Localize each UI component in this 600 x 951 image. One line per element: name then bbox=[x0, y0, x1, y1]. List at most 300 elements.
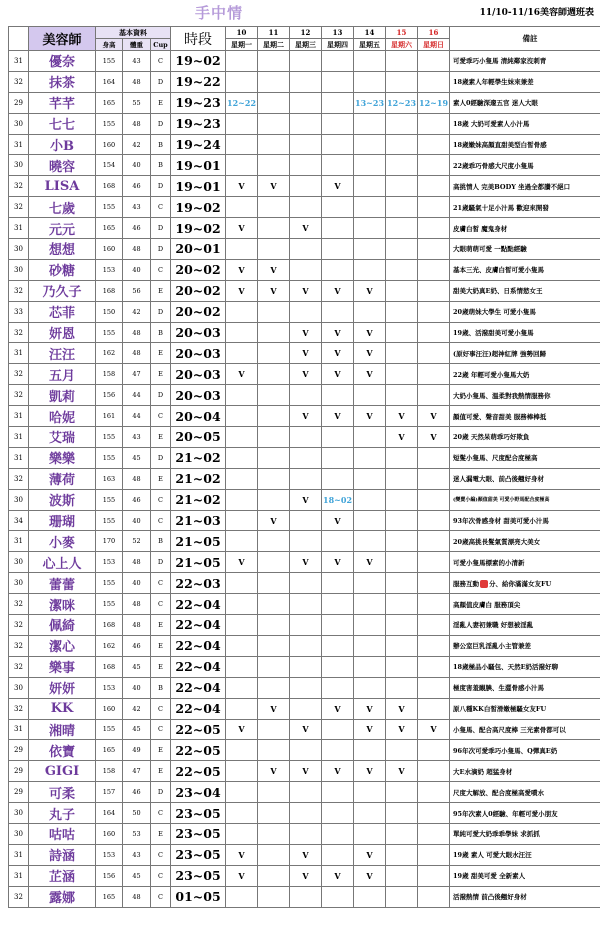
schedule-cell bbox=[258, 489, 290, 510]
schedule-cell: V bbox=[418, 406, 450, 427]
schedule-cell bbox=[386, 239, 418, 260]
name-cell: 芷涵 bbox=[29, 865, 96, 886]
schedule-cell bbox=[258, 552, 290, 573]
name-cell: 芊芊 bbox=[29, 92, 96, 113]
time-cell: 01~05 bbox=[171, 886, 226, 907]
cup-cell: C bbox=[151, 698, 171, 719]
schedule-cell bbox=[354, 656, 386, 677]
schedule-cell bbox=[258, 886, 290, 907]
schedule-cell bbox=[354, 635, 386, 656]
weight-cell: 48 bbox=[123, 71, 151, 92]
schedule-cell bbox=[290, 385, 322, 406]
schedule-cell bbox=[226, 635, 258, 656]
time-cell: 23~04 bbox=[171, 782, 226, 803]
note-cell: 可愛小隻馬標素的小清新 bbox=[450, 552, 600, 573]
schedule-cell bbox=[386, 468, 418, 489]
name-cell: KK bbox=[29, 698, 96, 719]
time-cell: 19~02 bbox=[171, 51, 226, 72]
schedule-cell bbox=[258, 468, 290, 489]
time-cell: 19~23 bbox=[171, 113, 226, 134]
schedule-rows bbox=[9, 51, 600, 908]
schedule-cell bbox=[322, 615, 354, 636]
table-row bbox=[9, 113, 600, 134]
note-cell: 高挑情人 完美BODY 坐過全都讚不絕口 bbox=[450, 176, 600, 197]
height-cell: 153 bbox=[96, 677, 123, 698]
schedule-cell bbox=[258, 239, 290, 260]
cup-cell: C bbox=[151, 573, 171, 594]
schedule-cell bbox=[226, 71, 258, 92]
height-cell: 155 bbox=[96, 51, 123, 72]
schedule-cell bbox=[354, 155, 386, 176]
height-cell: 163 bbox=[96, 468, 123, 489]
cup-cell: C bbox=[151, 719, 171, 740]
schedule-cell bbox=[290, 259, 322, 280]
schedule-cell: V bbox=[354, 865, 386, 886]
table-row bbox=[9, 51, 600, 72]
name-cell: 凱莉 bbox=[29, 385, 96, 406]
schedule-cell bbox=[322, 823, 354, 844]
schedule-cell: V bbox=[226, 176, 258, 197]
time-cell: 20~03 bbox=[171, 343, 226, 364]
schedule-cell bbox=[418, 782, 450, 803]
schedule-cell bbox=[386, 301, 418, 322]
schedule-cell bbox=[258, 615, 290, 636]
age-cell: 32 bbox=[9, 322, 29, 343]
schedule-cell bbox=[322, 635, 354, 656]
table-row bbox=[9, 427, 600, 448]
schedule-cell bbox=[226, 406, 258, 427]
note-cell: 19歲、活潑甜美可愛小隻馬 bbox=[450, 322, 600, 343]
name-cell: 曉容 bbox=[29, 155, 96, 176]
age-cell: 30 bbox=[9, 259, 29, 280]
table-row bbox=[9, 761, 600, 782]
weight-cell: 45 bbox=[123, 865, 151, 886]
schedule-cell bbox=[258, 823, 290, 844]
name-cell: 湘晴 bbox=[29, 719, 96, 740]
note-cell bbox=[450, 573, 600, 594]
schedule-cell: V bbox=[322, 176, 354, 197]
note-cell: 迷人漏電大眼、前凸後翹好身材 bbox=[450, 468, 600, 489]
schedule-cell: 18~02 bbox=[322, 489, 354, 510]
weight-cell: 40 bbox=[123, 155, 151, 176]
time-cell: 22~04 bbox=[171, 594, 226, 615]
schedule-cell bbox=[226, 573, 258, 594]
schedule-cell bbox=[354, 468, 386, 489]
age-cell: 31 bbox=[9, 51, 29, 72]
header-weekday: 星期二 bbox=[258, 39, 290, 51]
age-cell: 32 bbox=[9, 364, 29, 385]
schedule-cell bbox=[418, 343, 450, 364]
schedule-cell bbox=[290, 427, 322, 448]
schedule-cell bbox=[226, 740, 258, 761]
schedule-cell bbox=[386, 552, 418, 573]
schedule-cell bbox=[354, 594, 386, 615]
schedule-cell: V bbox=[290, 364, 322, 385]
schedule-cell: V bbox=[258, 280, 290, 301]
age-cell: 30 bbox=[9, 552, 29, 573]
time-cell: 23~05 bbox=[171, 865, 226, 886]
note-cell: 96年次可愛乖巧小隻馬、Q彈真E奶 bbox=[450, 740, 600, 761]
schedule-cell: V bbox=[322, 698, 354, 719]
schedule-cell bbox=[418, 155, 450, 176]
age-cell: 32 bbox=[9, 635, 29, 656]
weight-cell: 44 bbox=[123, 385, 151, 406]
table-row bbox=[9, 573, 600, 594]
age-cell: 32 bbox=[9, 594, 29, 615]
height-cell: 164 bbox=[96, 71, 123, 92]
note-cell: 19歲 素人 可愛大眼水汪汪 bbox=[450, 844, 600, 865]
note-cell: 93年次骨感身材 甜美可愛小汁馬 bbox=[450, 510, 600, 531]
schedule-cell bbox=[290, 510, 322, 531]
schedule-cell bbox=[354, 740, 386, 761]
height-cell: 165 bbox=[96, 92, 123, 113]
cup-cell: D bbox=[151, 447, 171, 468]
heart-icon bbox=[480, 580, 488, 588]
schedule-cell bbox=[386, 176, 418, 197]
table-row bbox=[9, 782, 600, 803]
schedule-cell bbox=[258, 322, 290, 343]
schedule-cell: V bbox=[226, 280, 258, 301]
header-day-date: 12 bbox=[290, 27, 322, 39]
schedule-cell: V bbox=[386, 719, 418, 740]
note-text: 服務互動 bbox=[453, 579, 480, 588]
schedule-cell bbox=[354, 510, 386, 531]
schedule-cell bbox=[226, 615, 258, 636]
schedule-cell bbox=[418, 531, 450, 552]
name-cell: 小B bbox=[29, 134, 96, 155]
schedule-cell bbox=[386, 615, 418, 636]
time-cell: 21~05 bbox=[171, 552, 226, 573]
schedule-cell bbox=[354, 176, 386, 197]
schedule-cell bbox=[418, 239, 450, 260]
name-cell: 佩綺 bbox=[29, 615, 96, 636]
weight-cell: 48 bbox=[123, 552, 151, 573]
schedule-cell bbox=[386, 886, 418, 907]
note-cell: 20歲 天然呆萌乖巧好欺負 bbox=[450, 427, 600, 448]
schedule-cell: V bbox=[258, 259, 290, 280]
name-cell: 樂樂 bbox=[29, 447, 96, 468]
time-cell: 22~05 bbox=[171, 740, 226, 761]
height-cell: 170 bbox=[96, 531, 123, 552]
cup-cell: E bbox=[151, 740, 171, 761]
note-cell: (變賣小編)顏值甜美 可愛小野馬配合度極高 bbox=[450, 489, 600, 510]
schedule-cell: V bbox=[386, 761, 418, 782]
height-cell: 168 bbox=[96, 176, 123, 197]
age-cell: 31 bbox=[9, 531, 29, 552]
schedule-cell bbox=[322, 113, 354, 134]
age-cell: 30 bbox=[9, 823, 29, 844]
schedule-cell bbox=[290, 803, 322, 824]
cup-cell: C bbox=[151, 51, 171, 72]
cup-cell: E bbox=[151, 343, 171, 364]
cup-cell: E bbox=[151, 823, 171, 844]
weight-cell: 43 bbox=[123, 427, 151, 448]
schedule-cell bbox=[226, 447, 258, 468]
schedule-cell: V bbox=[322, 343, 354, 364]
table-row bbox=[9, 71, 600, 92]
height-cell: 155 bbox=[96, 427, 123, 448]
header-weekday: 星期三 bbox=[290, 39, 322, 51]
weight-cell: 49 bbox=[123, 740, 151, 761]
time-cell: 19~01 bbox=[171, 155, 226, 176]
time-cell: 20~03 bbox=[171, 322, 226, 343]
height-cell: 162 bbox=[96, 635, 123, 656]
schedule-cell bbox=[418, 176, 450, 197]
schedule-cell bbox=[354, 615, 386, 636]
schedule-cell bbox=[354, 427, 386, 448]
age-cell: 31 bbox=[9, 134, 29, 155]
schedule-cell bbox=[322, 197, 354, 218]
schedule-cell bbox=[322, 594, 354, 615]
weight-cell: 52 bbox=[123, 531, 151, 552]
schedule-cell bbox=[418, 468, 450, 489]
schedule-cell: V bbox=[290, 406, 322, 427]
schedule-cell bbox=[418, 594, 450, 615]
schedule-cell bbox=[418, 865, 450, 886]
name-cell: 珊瑚 bbox=[29, 510, 96, 531]
schedule-cell bbox=[418, 447, 450, 468]
weight-cell: 53 bbox=[123, 823, 151, 844]
schedule-cell bbox=[258, 573, 290, 594]
schedule-cell: V bbox=[290, 343, 322, 364]
name-cell: 芯菲 bbox=[29, 301, 96, 322]
cup-cell: E bbox=[151, 364, 171, 385]
schedule-cell bbox=[354, 301, 386, 322]
schedule-cell bbox=[226, 531, 258, 552]
height-cell: 153 bbox=[96, 552, 123, 573]
schedule-cell: V bbox=[226, 552, 258, 573]
schedule-cell bbox=[290, 531, 322, 552]
schedule-cell bbox=[386, 447, 418, 468]
schedule-cell bbox=[418, 844, 450, 865]
time-cell: 22~04 bbox=[171, 635, 226, 656]
schedule-cell bbox=[258, 364, 290, 385]
schedule-cell bbox=[386, 740, 418, 761]
schedule-cell: V bbox=[226, 218, 258, 239]
table-row bbox=[9, 385, 600, 406]
schedule-cell bbox=[258, 343, 290, 364]
table-row bbox=[9, 865, 600, 886]
cup-cell: B bbox=[151, 155, 171, 176]
weight-cell: 43 bbox=[123, 51, 151, 72]
age-cell: 32 bbox=[9, 280, 29, 301]
schedule-cell bbox=[290, 698, 322, 719]
schedule-cell bbox=[258, 92, 290, 113]
schedule-cell bbox=[258, 677, 290, 698]
schedule-cell: V bbox=[354, 552, 386, 573]
schedule-table bbox=[8, 26, 600, 908]
name-cell: 小麥 bbox=[29, 531, 96, 552]
age-cell: 30 bbox=[9, 239, 29, 260]
schedule-cell: V bbox=[354, 343, 386, 364]
note-cell: 極度害羞靦腆、生澀骨感小汁馬 bbox=[450, 677, 600, 698]
schedule-cell bbox=[258, 218, 290, 239]
cup-cell: B bbox=[151, 677, 171, 698]
schedule-cell bbox=[418, 823, 450, 844]
schedule-cell bbox=[290, 677, 322, 698]
weight-cell: 40 bbox=[123, 510, 151, 531]
schedule-cell bbox=[258, 803, 290, 824]
schedule-cell bbox=[418, 886, 450, 907]
age-cell: 32 bbox=[9, 197, 29, 218]
schedule-cell bbox=[258, 844, 290, 865]
schedule-cell bbox=[290, 615, 322, 636]
schedule-cell bbox=[418, 51, 450, 72]
schedule-cell: V bbox=[386, 406, 418, 427]
schedule-cell bbox=[322, 573, 354, 594]
schedule-cell bbox=[290, 468, 322, 489]
header-day-date: 10 bbox=[226, 27, 258, 39]
schedule-cell bbox=[226, 823, 258, 844]
weight-cell: 55 bbox=[123, 92, 151, 113]
time-cell: 22~05 bbox=[171, 719, 226, 740]
cup-cell: E bbox=[151, 656, 171, 677]
height-cell: 168 bbox=[96, 656, 123, 677]
schedule-cell: V bbox=[354, 406, 386, 427]
schedule-cell bbox=[290, 197, 322, 218]
schedule-cell: V bbox=[354, 280, 386, 301]
table-row bbox=[9, 489, 600, 510]
schedule-cell bbox=[354, 531, 386, 552]
schedule-cell bbox=[258, 782, 290, 803]
schedule-cell: V bbox=[290, 280, 322, 301]
schedule-cell bbox=[386, 573, 418, 594]
header-weekday: 星期四 bbox=[322, 39, 354, 51]
schedule-cell bbox=[258, 385, 290, 406]
schedule-cell: V bbox=[290, 844, 322, 865]
schedule-cell: V bbox=[322, 761, 354, 782]
note-cell: 大奶小隻馬、溫柔對我熱情服務你 bbox=[450, 385, 600, 406]
time-cell: 22~03 bbox=[171, 573, 226, 594]
age-cell: 34 bbox=[9, 510, 29, 531]
note-cell: 可愛乖巧小隻馬 清純鄰家沒刺青 bbox=[450, 51, 600, 72]
cup-cell: E bbox=[151, 427, 171, 448]
cup-cell: C bbox=[151, 594, 171, 615]
header-time: 時段 bbox=[171, 27, 226, 51]
time-cell: 22~04 bbox=[171, 615, 226, 636]
schedule-cell: V bbox=[322, 510, 354, 531]
note-cell: 辦公室巨乳淫亂小主管兼差 bbox=[450, 635, 600, 656]
schedule-cell bbox=[386, 343, 418, 364]
schedule-cell: V bbox=[354, 719, 386, 740]
name-cell: LISA bbox=[29, 176, 96, 197]
schedule-cell bbox=[322, 134, 354, 155]
time-cell: 21~05 bbox=[171, 531, 226, 552]
schedule-cell bbox=[418, 322, 450, 343]
height-cell: 160 bbox=[96, 823, 123, 844]
schedule-cell bbox=[322, 719, 354, 740]
cup-cell: C bbox=[151, 886, 171, 907]
schedule-cell bbox=[322, 782, 354, 803]
name-cell: 可柔 bbox=[29, 782, 96, 803]
note-text: 分、給你滿滿女友FU bbox=[489, 579, 552, 588]
schedule-cell: V bbox=[418, 427, 450, 448]
schedule-cell bbox=[354, 385, 386, 406]
schedule-cell bbox=[258, 594, 290, 615]
schedule-cell bbox=[258, 113, 290, 134]
schedule-cell bbox=[354, 573, 386, 594]
age-cell: 32 bbox=[9, 71, 29, 92]
table-row bbox=[9, 447, 600, 468]
weight-cell: 48 bbox=[123, 239, 151, 260]
table-row bbox=[9, 197, 600, 218]
schedule-cell: V bbox=[354, 698, 386, 719]
schedule-cell bbox=[322, 427, 354, 448]
schedule-cell bbox=[418, 615, 450, 636]
table-row bbox=[9, 740, 600, 761]
time-cell: 20~03 bbox=[171, 364, 226, 385]
schedule-cell bbox=[418, 280, 450, 301]
schedule-cell bbox=[386, 259, 418, 280]
schedule-cell bbox=[386, 489, 418, 510]
time-cell: 22~04 bbox=[171, 698, 226, 719]
schedule-cell bbox=[322, 886, 354, 907]
name-cell: 潔咪 bbox=[29, 594, 96, 615]
schedule-cell bbox=[354, 677, 386, 698]
name-cell: 樂事 bbox=[29, 656, 96, 677]
header-weight: 體重 bbox=[123, 39, 151, 51]
schedule-cell bbox=[258, 740, 290, 761]
age-cell: 30 bbox=[9, 677, 29, 698]
time-cell: 19~02 bbox=[171, 197, 226, 218]
name-cell: 妍恩 bbox=[29, 322, 96, 343]
note-cell: 尺度大解放、配合度極高愛噴水 bbox=[450, 782, 600, 803]
schedule-cell bbox=[290, 782, 322, 803]
schedule-cell: V bbox=[322, 552, 354, 573]
cup-cell: C bbox=[151, 197, 171, 218]
name-cell: 哈妮 bbox=[29, 406, 96, 427]
header-cup: Cup bbox=[151, 39, 171, 51]
time-cell: 20~02 bbox=[171, 301, 226, 322]
schedule-cell: V bbox=[322, 322, 354, 343]
schedule-cell bbox=[418, 259, 450, 280]
schedule-cell: V bbox=[290, 865, 322, 886]
schedule-cell bbox=[322, 92, 354, 113]
cup-cell: C bbox=[151, 510, 171, 531]
weight-cell: 43 bbox=[123, 197, 151, 218]
name-cell: 七歲 bbox=[29, 197, 96, 218]
schedule-cell bbox=[290, 594, 322, 615]
name-cell: GIGI bbox=[29, 761, 96, 782]
schedule-cell bbox=[290, 656, 322, 677]
schedule-cell bbox=[418, 134, 450, 155]
height-cell: 158 bbox=[96, 761, 123, 782]
time-cell: 20~02 bbox=[171, 280, 226, 301]
table-row bbox=[9, 698, 600, 719]
schedule-cell bbox=[226, 594, 258, 615]
schedule-cell bbox=[258, 197, 290, 218]
schedule-cell bbox=[354, 886, 386, 907]
schedule-cell: V bbox=[258, 176, 290, 197]
schedule-cell: V bbox=[322, 406, 354, 427]
age-cell: 31 bbox=[9, 865, 29, 886]
schedule-cell bbox=[226, 886, 258, 907]
schedule-cell: V bbox=[226, 364, 258, 385]
table-row bbox=[9, 259, 600, 280]
schedule-cell: V bbox=[354, 322, 386, 343]
weight-cell: 42 bbox=[123, 134, 151, 155]
schedule-cell bbox=[290, 823, 322, 844]
header-day-date: 15 bbox=[386, 27, 418, 39]
weight-cell: 47 bbox=[123, 761, 151, 782]
schedule-cell bbox=[226, 803, 258, 824]
name-cell: 抹茶 bbox=[29, 71, 96, 92]
header-day-date: 14 bbox=[354, 27, 386, 39]
name-cell: 元元 bbox=[29, 218, 96, 239]
schedule-cell bbox=[322, 385, 354, 406]
weight-cell: 42 bbox=[123, 301, 151, 322]
cup-cell: E bbox=[151, 761, 171, 782]
